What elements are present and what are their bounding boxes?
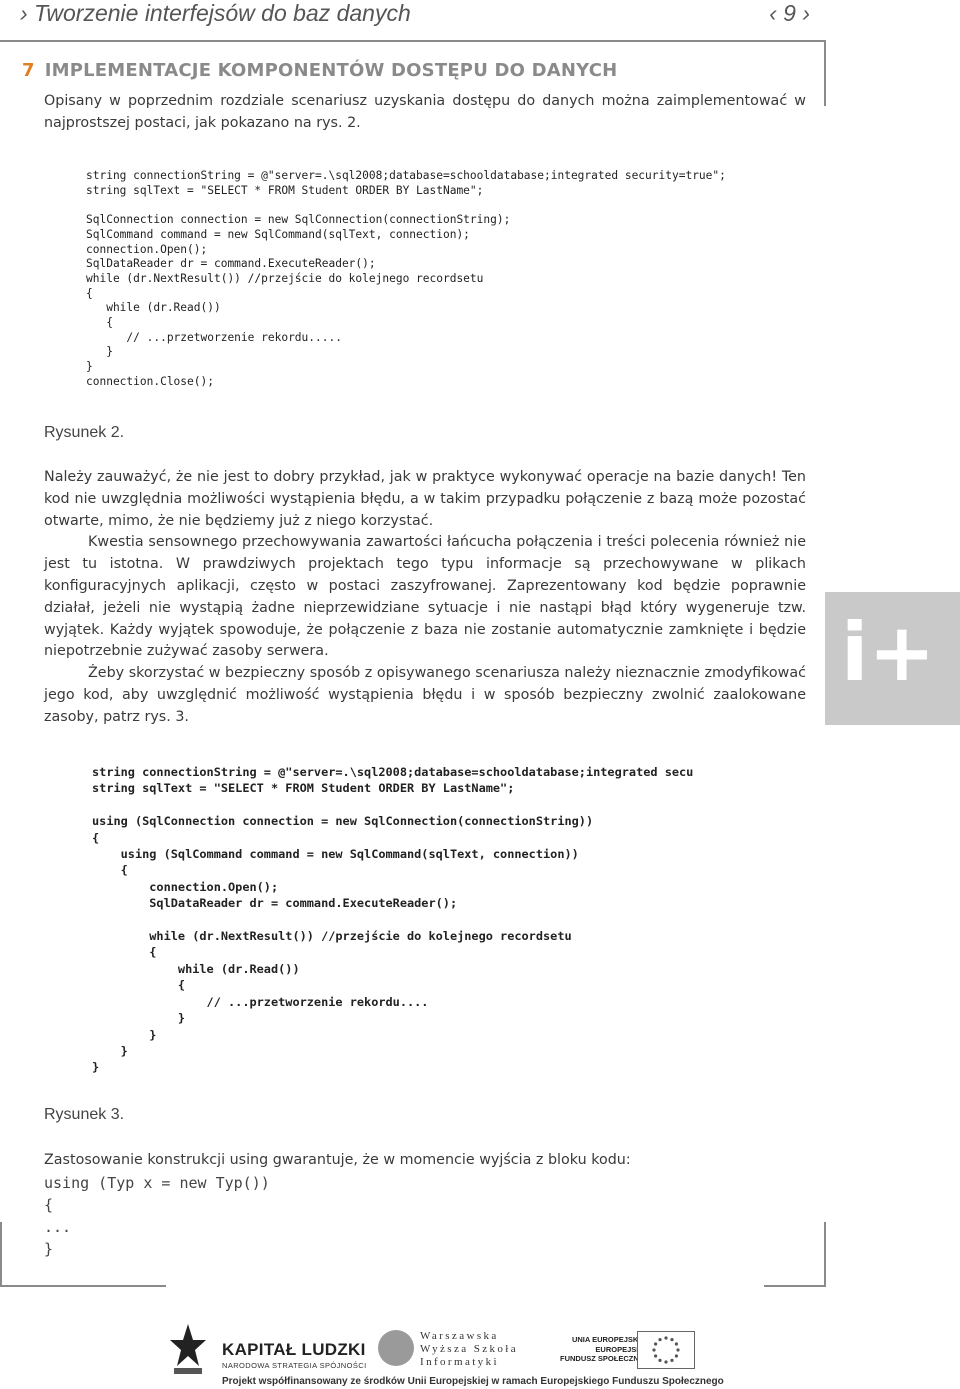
eu-logo-text — [560, 1335, 644, 1364]
section-heading — [22, 60, 617, 81]
figure-3-caption: Rysunek 3. — [44, 1106, 125, 1123]
paragraph-1: Należy zauważyć, że nie jest to dobry przykład, jak w praktyce wykonywać operacje na bazie danych! Ten kod nie uwzględnia możliwości wystąpienia błędu, a w takim przypadku połączenie z bazą może pozostać otwarte, mimo, że nie będziemy już z niego korzystać. — [44, 469, 806, 529]
section-title: IMPLEMENTACJE KOMPONENTÓW DOSTĘPU DO DANYCH — [44, 60, 618, 81]
school-line-2: Wyższa Szkoła — [420, 1343, 519, 1355]
school-logo — [420, 1330, 518, 1369]
figure-2-caption: Rysunek 2. — [44, 424, 125, 441]
eu-line-2: EUROPEJSKI — [595, 1344, 644, 1354]
intro-text: Opisany w poprzednim rozdziale scenariusz uzyskania dostępu do danych można zaimplementować w najprostszej postaci, jak pokazano na rys. 2. — [44, 93, 806, 131]
section-number: 7 — [22, 60, 35, 81]
project-funding-note: Projekt współfinansowany ze środków Unii Europejskiej w ramach Europejskiego Funduszu Społecznego — [222, 1376, 724, 1387]
using-intro-text: Zastosowanie konstrukcji using gwarantuje, że w momencie wyjścia z bloku kodu: — [44, 1152, 631, 1168]
eu-line-3: FUNDUSZ SPOŁECZNY — [560, 1354, 644, 1363]
kapital-ludzki-title: KAPITAŁ LUDZKI — [222, 1340, 366, 1359]
info-plus-box — [825, 592, 960, 725]
frame-bottom-left — [0, 1285, 166, 1287]
eu-flag-icon — [637, 1331, 695, 1369]
kapital-ludzki-logo — [222, 1340, 367, 1370]
kapital-ludzki-star-icon — [168, 1320, 208, 1378]
school-line-3: Informatyki — [420, 1356, 499, 1368]
info-plus-label: i+ — [841, 606, 936, 699]
using-intro — [44, 1150, 806, 1172]
using-code-line-2: { — [44, 1196, 54, 1214]
frame-left — [0, 1222, 2, 1286]
intro-paragraph — [44, 91, 806, 135]
frame-right — [824, 1222, 826, 1287]
eu-line-1: UNIA EUROPEJSKA — [571, 1335, 644, 1344]
header-rule — [0, 40, 826, 42]
using-code-block — [44, 1172, 270, 1260]
body-text — [44, 467, 806, 729]
frame-bottom-right — [764, 1285, 826, 1287]
kapital-ludzki-subtitle: NARODOWA STRATEGIA SPÓJNOŚCI — [222, 1361, 367, 1370]
school-line-1: Warszawska — [420, 1330, 499, 1342]
paragraph-3: Żeby skorzystać w bezpieczny sposób z opisywanego scenariusza należy nieznacznie zmodyfikować jego kod, aby uwzględnić możliwość wystąpienia błędu i w sposób bezpieczny zwolnić zaalokowane zasoby, patrz rys. 3. — [44, 665, 806, 725]
using-code-line-4: } — [44, 1240, 54, 1258]
using-code-line-3: ... — [44, 1218, 72, 1236]
paragraph-2: Kwestia sensownego przechowywania zawartości łańcucha połączenia i treści polecenia również nie jest tu istotna. W prawdziwych projektach tego typu informacje są przechowywane w plikach konfiguracyjnych aplikacji, często w postaci zaszyfrowanej. Zaprezentowany kod będzie poprawnie działał, jeżeli nie wystąpią żadne nieprzewidziane sytuacje i nie nastąpi błąd który wygeneruje tzw. wyjątek. Każdy wyjątek spowoduje, że połączenie z baza nie zostanie automatycznie zamknięte i będzie niepotrzebnie zużywać zasoby serwera. — [44, 534, 806, 660]
page-number: ‹ 9 › — [769, 0, 810, 26]
using-code-line-1: using (Typ x = new Typ()) — [44, 1174, 270, 1192]
school-emblem-icon — [378, 1330, 414, 1366]
code-figure-2: string connectionString = @"server=.\sql2008;database=schooldatabase;integrated security=true"; string sqlText = "SELECT * FROM Student ORDER BY LastName"; SqlConnection connection = new SqlConnection(connectionString); SqlCommand command = new SqlCommand(sqlText, connection); connection.Open(); SqlDataReader dr = command.ExecuteReader(); while (dr.NextResult()) //przejście do kolejnego recordsetu { while (dr.Read()) { // ...przetworzenie rekordu..... } } connection.Close(); — [86, 169, 726, 388]
running-header-title: › Tworzenie interfejsów do baz danych — [20, 0, 411, 26]
code-figure-3: string connectionString = @"server=.\sql2008;database=schooldatabase;integrated secu string sqlText = "SELECT * FROM Student ORDER BY LastName"; using (SqlConnection connection = new SqlConnection(connectionString)) { using (SqlCommand command = new SqlCommand(sqlText, connection)) { connection.Open(); SqlDataReader dr = command.ExecuteReader(); while (dr.NextResult()) //przejście do kolejnego recordsetu { while (dr.Read()) { // ...przetworzenie rekordu.... } } } } — [92, 765, 694, 1075]
header-rule-vertical — [824, 40, 826, 106]
